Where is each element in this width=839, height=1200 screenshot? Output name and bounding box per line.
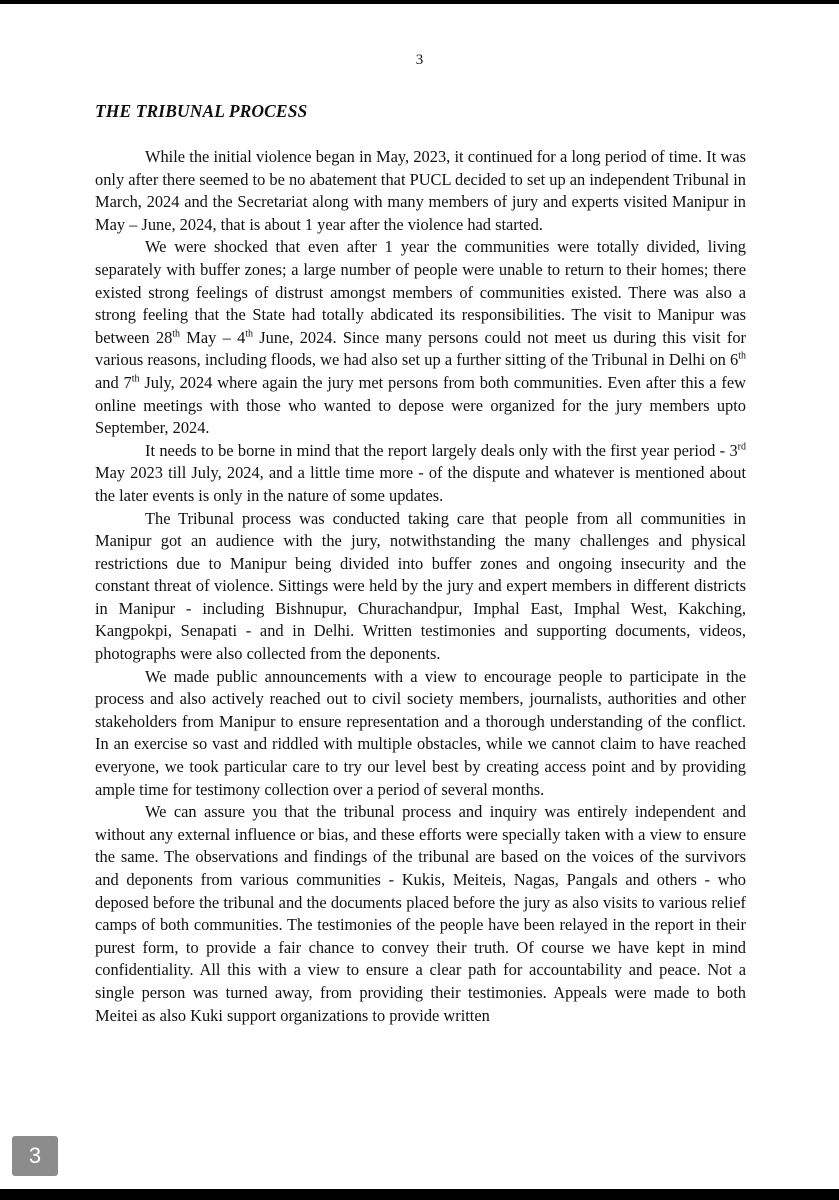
bottom-border bbox=[0, 1189, 839, 1200]
section-title: THE TRIBUNAL PROCESS bbox=[95, 101, 308, 121]
paragraph-5: We made public announcements with a view to encourage people to participate in the process and also actively reached out to civil society members, journalists, authorities and other stakeholders from Manipur to ensure representation and a thorough understanding of the conflict. In an exercise so vast and riddled with multiple obstacles, while we cannot claim to have reached everyone, we took particular care to try our level best by creating access point and by providing ample time for testimony collection over a period of several months. bbox=[95, 666, 746, 799]
paragraph-6: We can assure you that the tribunal process and inquiry was entirely independent and without any external influence or bias, and these efforts were specially taken with a view to ensure the same. The observations and findings of the tribunal are based on the voices of the survivors and deponents from various communities - Kukis, Meiteis, Nagas, Pangals and others - who deposed before the tribunal and the documents placed before the jury as also visits to various relief camps of both communities. The testimonies of the people have been relayed in the report in their purest form, to provide a fair chance to convey their truth. Of course we have kept in mind confidentiality. All this with a view to ensure a clear path for accountability and peace. Not a single person was turned away, from providing their testimonies. Appeals were made to both Meitei as also Kuki support organizations to provide written bbox=[95, 802, 746, 1025]
paragraph-1: While the initial violence began in May, 2023, it continued for a long period of time. It was only after there seemed to be no abatement that PUCL decided to set up an independent Tribunal in March, 2024 and the Secretariat along with many members of jury and experts visited Manipur in May – June, 2024, that is about 1 year after the violence had started. bbox=[95, 147, 746, 234]
paragraph-3: It needs to be borne in mind that the report largely deals only with the first year period - 3rd May 2023 till July, 2024, and a little time more - of the dispute and whatever is mentioned about the later events is only in the nature of some updates. bbox=[95, 440, 746, 505]
page-number: 3 bbox=[415, 52, 424, 68]
page-indicator-badge[interactable]: 3 bbox=[12, 1136, 58, 1176]
top-border bbox=[0, 0, 839, 4]
paragraph-4: The Tribunal process was conducted taking care that people from all communities in Manipur got an audience with the jury, notwithstanding the many challenges and physical restrictions due to Manipur being divided into buffer zones and ongoing insecurity and the constant threat of violence. Sittings were held by the jury and expert members in different districts in Manipur - including Bishnupur, Churachandpur, Imphal East, Imphal West, Kakching, Kangpokpi, Senapati - and in Delhi. Written testimonies and supporting documents, videos, photographs were also collected from the deponents. bbox=[95, 508, 746, 664]
paragraph-2: We were shocked that even after 1 year the communities were totally divided, living separately with buffer zones; a large number of people were unable to return to their homes; there existed strong feelings of distrust amongst members of communities existed. There was also a strong feeling that the State had totally abdicated its responsibilities. The visit to Manipur was between 28th May – 4th June, 2024. Since many persons could not meet us during this visit for various reasons, including floods, we had also set up a further sitting of the Tribunal in Delhi on 6th and 7th July, 2024 where again the jury met persons from both communities. Even after this a few online meetings with those who wanted to depose were organized for the jury members upto September, 2024. bbox=[95, 237, 747, 438]
document-body bbox=[95, 146, 746, 1027]
